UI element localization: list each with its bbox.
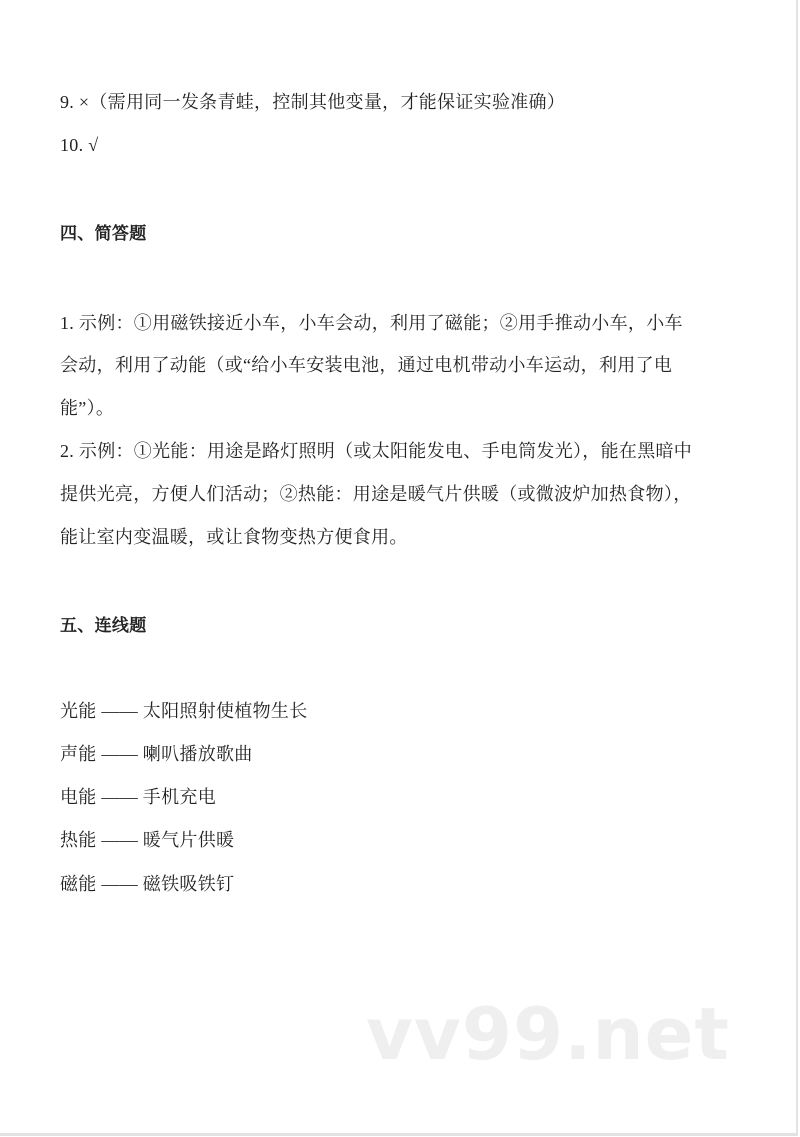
paragraph-line: 能”）。 (60, 398, 115, 418)
paragraph-line: 提供光亮，方便人们活动；②热能：用途是暖气片供暖（或微波炉加热食物）， (60, 484, 692, 504)
matching-pair: 电能 —— 手机充电 (60, 787, 216, 807)
matching-pair: 光能 —— 太阳照射使植物生长 (60, 701, 308, 721)
answer-item-9: 9. ×（需用同一发条青蛙，控制其他变量，才能保证实验准确） (60, 92, 566, 112)
paragraph-line: 2. 示例：①光能：用途是路灯照明（或太阳能发电、手电筒发光），能在黑暗中 (60, 441, 693, 461)
answer-item-10: 10. √ (60, 135, 99, 155)
matching-pair: 磁能 —— 磁铁吸铁钉 (60, 874, 235, 894)
section-heading-matching: 五、连线题 (60, 616, 147, 636)
matching-pair: 热能 —— 暖气片供暖 (60, 830, 235, 850)
section-heading-short-answer: 四、简答题 (60, 224, 147, 244)
paragraph-line: 1. 示例：①用磁铁接近小车，小车会动，利用了磁能；②用手推动小车，小车 (60, 313, 683, 333)
matching-pair: 声能 —— 喇叭播放歌曲 (60, 744, 253, 764)
watermark: vv99.net (366, 992, 730, 1076)
paragraph-line: 能让室内变温暖，或让食物变热方便食用。 (60, 527, 408, 547)
paragraph-line: 会动，利用了动能（或“给小车安装电池，通过电机带动小车运动，利用了电 (60, 355, 673, 375)
